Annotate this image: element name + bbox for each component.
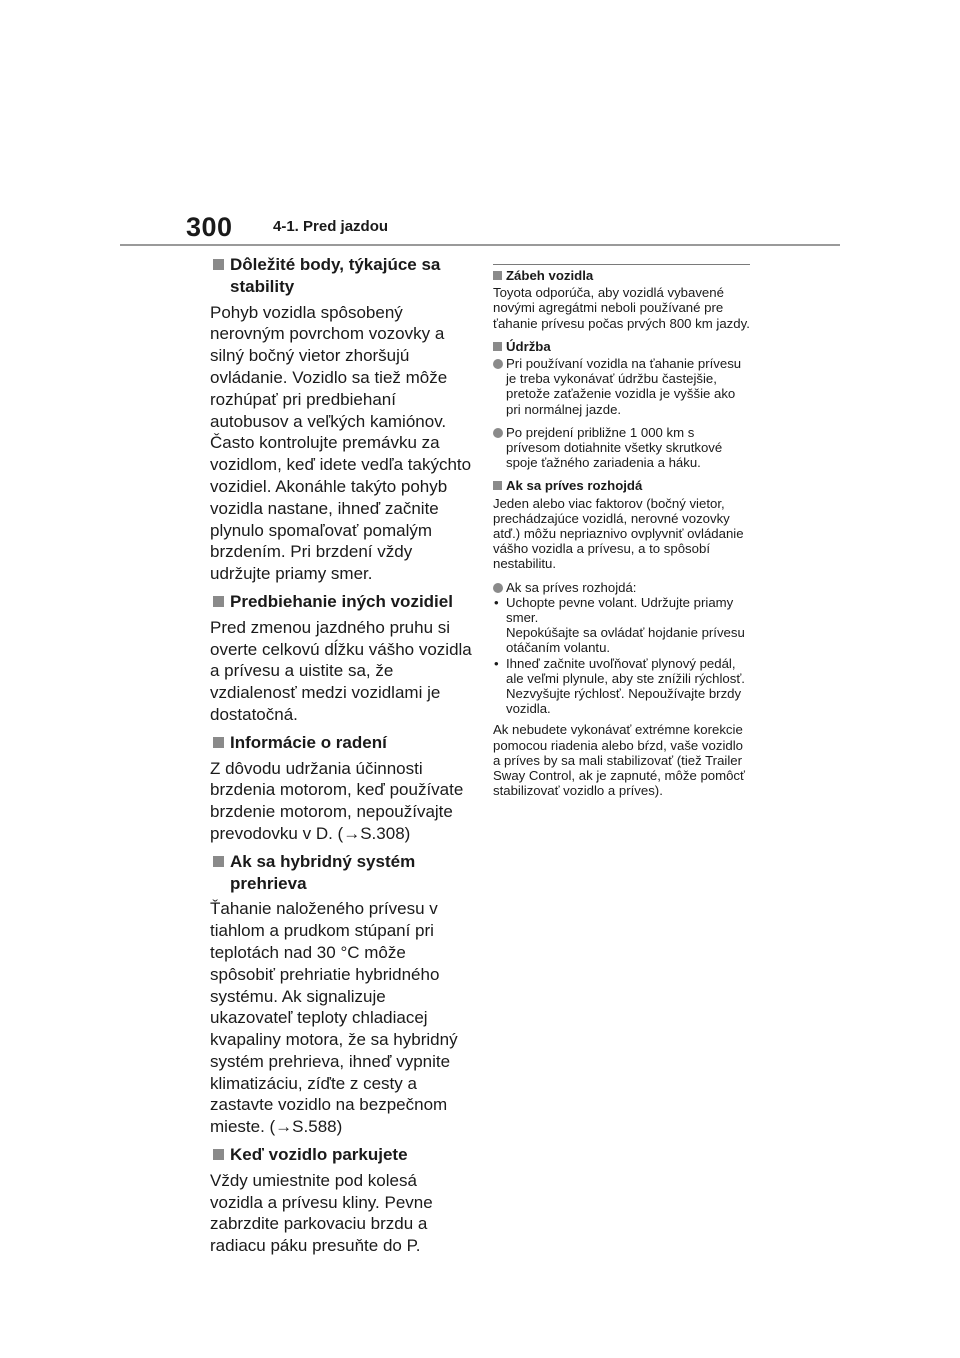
square-bullet-icon <box>213 259 224 270</box>
right-column <box>493 264 750 807</box>
sway-steps-list <box>493 595 750 717</box>
section-title: 4-1. Pred jazdou <box>273 218 389 235</box>
overtaking-heading <box>210 591 472 613</box>
list-item <box>493 656 750 717</box>
sway-closing-paragraph: Ak nebudete vykonávať extrémne korekcie pomocou riadenia alebo bŕzd, vaše vozidlo a príves by sa mali stabilizovať (tiež Trailer Sway Control, ak je zapnuté, môže pomôcť stabilizovať vozidlo a príves). <box>493 722 745 799</box>
left-column <box>210 254 472 1263</box>
circle-bullet-icon <box>493 359 503 369</box>
shifting-heading-text: Informácie o radení <box>230 732 387 752</box>
square-bullet-icon <box>213 596 224 607</box>
parking-heading <box>210 1144 472 1166</box>
maintenance-bullet-text: Pri používaní vozidla na ťahanie prívesu je treba vykonávať údržbu častejšie, pretože zaťaženie vozidla je vyššie ako pri normálnej jazde. <box>506 356 742 417</box>
overtaking-heading-text: Predbiehanie iných vozidiel <box>230 591 453 611</box>
list-item <box>493 595 750 656</box>
maintenance-bullet-text: Po prejdení približne 1 000 km s prívesom dotiahnite všetky skrutkové spoje ťažného zariadenia a háku. <box>506 424 723 471</box>
right-column-divider <box>493 264 750 265</box>
square-bullet-icon <box>213 1149 224 1160</box>
break-in-heading-text: Zábeh vozidla <box>506 268 594 283</box>
header-divider <box>120 244 840 246</box>
circle-bullet-icon <box>493 583 503 593</box>
overtaking-paragraph: Pred zmenou jazdného pruhu si overte celkovú dĺžku vášho vozidla a prívesu a uistite sa, že vzdialenosť medzi vozidlami je dostatočná. <box>210 617 472 724</box>
break-in-heading <box>493 268 750 283</box>
maintenance-heading-text: Údržba <box>506 338 551 354</box>
sway-bullet-text: Ak sa príves rozhojdá: <box>506 579 637 595</box>
overheating-paragraph: Ťahanie naloženého prívesu v tiahlom a prudkom stúpaní pri teplotách nad 30 °C môže spôsobiť prehriatie hybridného systému. Ak signalizuje ukazovateľ teploty chladiacej kvapaliny motora, že sa hybridný systém prehrieva, ihneď vypnite klimatizáciu, zíďte z cesty a zastavte vozidlo na bezpečnom mieste. (→S.588) <box>210 899 458 1137</box>
stability-paragraph: Pohyb vozidla spôsobený nerovným povrchom vozovky a silný bočný vietor zhoršujú ovládanie. Vozidlo sa tiež môže rozhúpať pri predbiehaní autobusov a veľkých kamiónov. Často kontrolujte premávku za vozidlom, keď idete vedľa takýchto vozidiel. Akonáhle takýto pohyb vozidla nastane, ihneď začnite plynulo spomaľovať pomalým brzdením. Pri brzdení vždy udržujte priamy smer. <box>210 302 472 584</box>
circle-bullet-icon <box>493 428 503 438</box>
shifting-heading <box>210 732 472 754</box>
list-item-note: Nepokúšajte sa ovládať hojdanie prívesu otáčaním volantu. <box>506 625 745 656</box>
parking-paragraph: Vždy umiestnite pod kolesá vozidla a prívesu kliny. Pevne zabrzdite parkovaciu brzdu a radiacu páku presuňte do P. <box>210 1170 433 1256</box>
square-bullet-icon <box>213 856 224 867</box>
shifting-paragraph: Z dôvodu udržania účinnosti brzdenia motorom, keď používate brzdenie motorom, nepoužívajte prevodovku v D. (→S.308) <box>210 758 464 843</box>
maintenance-bullet <box>493 356 750 417</box>
break-in-paragraph: Toyota odporúča, aby vozidlá vybavené novými agregátmi neboli používané pre ťahanie prívesu počas prvých 800 km jazdy. <box>493 285 750 331</box>
stability-heading-text: Dôležité body, týkajúce sa stability <box>230 255 441 296</box>
square-bullet-icon <box>493 481 502 490</box>
list-item-note: Nezvyšujte rýchlosť. Nepoužívajte brzdy vozidla. <box>506 686 742 717</box>
maintenance-bullet <box>493 425 750 471</box>
overheating-heading <box>210 851 472 895</box>
overheating-heading-text: Ak sa hybridný systém prehrieva <box>230 851 416 893</box>
sway-paragraph: Jeden alebo viac faktorov (bočný vietor, prechádzajúce vozidlá, nerovné vozovky atď.) môžu nepriaznivo ovplyvniť ovládanie vášho vozidla a prívesu, a to spôsobí nestabilitu. <box>493 495 744 572</box>
page-number: 300 <box>186 212 233 242</box>
square-bullet-icon <box>493 271 502 280</box>
sway-heading-text: Ak sa príves rozhojdá <box>506 478 643 494</box>
list-item-text: Uchopte pevne volant. Udržujte priamy smer. <box>506 594 734 626</box>
square-bullet-icon <box>213 737 224 748</box>
list-item-text: Ihneď začnite uvoľňovať plynový pedál, ale veľmi plynule, aby ste znížili rýchlosť. <box>506 655 745 686</box>
sway-bullet <box>493 580 750 717</box>
parking-heading-text: Keď vozidlo parkujete <box>230 1145 408 1165</box>
maintenance-heading <box>493 339 750 354</box>
square-bullet-icon <box>493 342 502 351</box>
stability-heading <box>210 254 472 298</box>
sway-heading <box>493 478 750 493</box>
